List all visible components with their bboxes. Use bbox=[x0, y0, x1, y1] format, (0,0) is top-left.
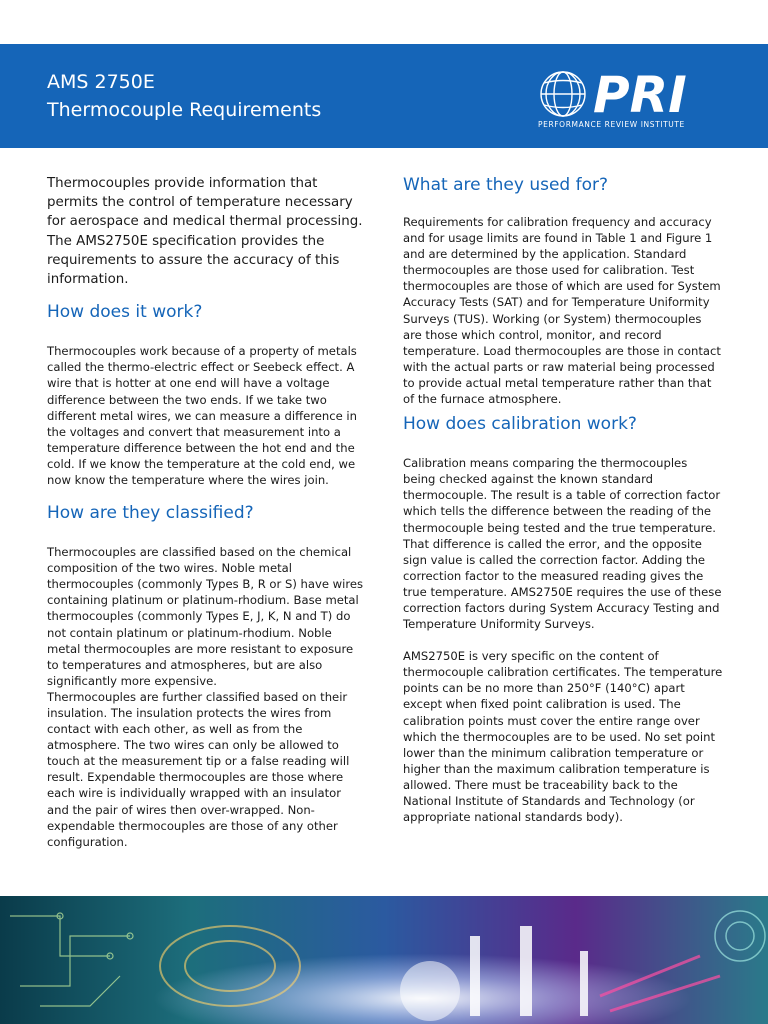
classified-heading: How are they classified? bbox=[47, 503, 254, 524]
title-line-1: AMS 2750E bbox=[47, 71, 155, 93]
footer-image-banner bbox=[0, 896, 768, 1024]
intro-paragraph: Thermocouples provide information that permits the control of temperature necessary for aerospace and medical thermal processing. The AMS2750E specification provides the requirements to assure the accuracy of this information. bbox=[47, 176, 363, 288]
logo-subtitle: PERFORMANCE REVIEW INSTITUTE bbox=[538, 120, 685, 129]
right-column bbox=[403, 174, 723, 837]
globe-icon bbox=[541, 72, 585, 116]
title-line-2: Thermocouple Requirements bbox=[47, 99, 322, 121]
technology-collage-image bbox=[0, 896, 768, 1024]
calibration-paragraph-1: Calibration means comparing the thermocouples being checked against the known standard thermocouple. The result is a table of correction factor which tells the difference between the reading of the thermocouple being tested and the true temperature. That difference is called the error, and the opposite sign value is called the correction factor. Adding the correction factor to the measured reading gives the true temperature. AMS2750E requires the use of these correction factors during System Accuracy Testing and Temperature Uniformity Surveys. bbox=[403, 456, 722, 632]
pri-logo-graphic bbox=[535, 64, 735, 120]
how-works-body: Thermocouples work because of a property of metals called the thermo-electric effect or Seebeck effect. A wire that is hotter at one end will have a voltage difference between the two ends. If we take two different metal wires, we can measure a difference in the voltages and convert that measurement into a temperature difference between the hot end and the cold. If we know the temperature at the cold end, we now know the temperature where the wires join. bbox=[47, 344, 357, 487]
classified-paragraph-1: Thermocouples are classified based on the chemical composition of the two wires. Noble metal thermocouples (commonly Types B, R or S) have wires containing platinum or platinum-rhodium. Base metal thermocouples (commonly Types E, J, K, N and T) do not contain platinum or platinum-rhodium. Noble metal thermocouples are more resistant to exposure to temperatures and atmospheres, but are also significantly more expensive. bbox=[47, 545, 364, 688]
header-band bbox=[0, 44, 768, 148]
logo-wordmark: PRI bbox=[593, 66, 687, 120]
left-column bbox=[47, 174, 365, 850]
pri-logo bbox=[535, 64, 735, 132]
calibration-paragraph-2: AMS2750E is very specific on the content of thermocouple calibration certificates. The temperature points can be no more than 250°F (140°C) apart except when fixed point calibration is used. The calibration points must cover the entire range over which the thermocouples are to be used. No set point lower than the minimum calibration temperature or higher than the maximum calibration temperature is allowed. There must be traceability back to the National Institute of Standards and Technology (or appropriate national standards body). bbox=[403, 649, 723, 825]
calibration-heading: How does calibration work? bbox=[403, 414, 637, 435]
how-works-heading: How does it work? bbox=[47, 302, 203, 323]
used-for-body: Requirements for calibration frequency and accuracy and for usage limits are found in Table 1 and Figure 1 and are determined by the application. Standard thermocouples are those used for calibration. Test thermocouples are those of which are used for System Accuracy Tests (SAT) and for Temperature Uniformity Surveys (TUS). Working (or System) thermocouples are those which control, monitor, and record temperature. Load thermocouples are those in contact with the actual parts or raw material being processed to provide actual metal temperature rather than that of the furnace atmosphere. bbox=[403, 215, 721, 407]
used-for-heading: What are they used for? bbox=[403, 175, 609, 195]
document-title bbox=[47, 68, 321, 124]
classified-paragraph-2: Thermocouples are further classified based on their insulation. The insulation protects the wires from contact with each other, as well as from the atmosphere. The two wires can only be allowed to touch at the measurement tip or a false reading will result. Expendable thermocouples are those where each wire is individually wrapped with an insulator and the pair of wires then over-wrapped. Non-expendable thermocouples are those of any other configuration. bbox=[47, 689, 350, 849]
